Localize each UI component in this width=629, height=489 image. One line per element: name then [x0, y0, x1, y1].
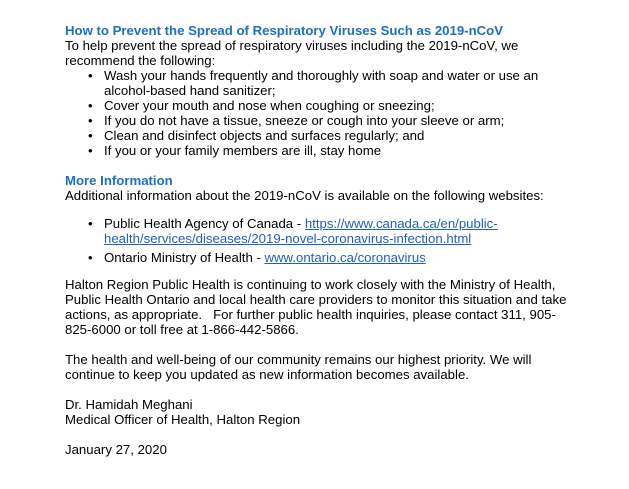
more-information-intro: Additional information about the 2019-nCoV is available on the following websites: — [65, 188, 544, 203]
ontario-link[interactable]: www.ontario.ca/coronavirus — [264, 250, 426, 265]
prevention-intro-line-1: To help prevent the spread of respiratory viruses including the 2019-nCoV, we — [65, 38, 519, 53]
monitoring-paragraph-line-3: actions, as appropriate. For further public health inquiries, please contact 311, 905- — [65, 307, 556, 322]
prevention-list — [65, 68, 609, 158]
list-item — [88, 98, 609, 113]
list-item-text: Cover your mouth and nose when coughing or sneezing; — [104, 98, 435, 113]
websites-list — [65, 216, 609, 265]
list-item — [88, 143, 609, 158]
monitoring-paragraph-line-2: Public Health Ontario and local health care providers to monitor this situation and take — [65, 292, 567, 307]
phac-link-continued[interactable]: health/services/diseases/2019-novel-coronavirus-infection.html — [104, 231, 472, 246]
list-item — [88, 216, 609, 246]
list-item-text: Wash your hands frequently and thoroughly with soap and water or use an — [104, 68, 539, 83]
priority-paragraph-line-1: The health and well-being of our community remains our highest priority. We will — [65, 352, 532, 367]
list-item-text: If you do not have a tissue, sneeze or cough into your sleeve or arm; — [104, 113, 505, 128]
list-item — [88, 68, 609, 98]
phac-link[interactable]: https://www.canada.ca/en/public- — [304, 216, 498, 231]
document-date: January 27, 2020 — [65, 442, 167, 457]
list-item-text-continued: alcohol-based hand sanitizer; — [104, 83, 276, 98]
list-item-text: If you or your family members are ill, stay home — [104, 143, 382, 158]
monitoring-paragraph-line-4: 825-6000 or toll free at 1-866-442-5866. — [65, 322, 299, 337]
website-label-phac: Public Health Agency of Canada - — [104, 216, 305, 231]
website-label-ontario: Ontario Ministry of Health - — [104, 250, 265, 265]
prevention-intro-line-2: recommend the following: — [65, 53, 216, 68]
list-item-text: Clean and disinfect objects and surfaces regularly; and — [104, 128, 425, 143]
more-information-heading: More Information — [65, 173, 173, 188]
signature-name: Dr. Hamidah Meghani — [65, 397, 193, 412]
list-item — [88, 128, 609, 143]
list-item — [88, 113, 609, 128]
prevention-heading: How to Prevent the Spread of Respiratory Viruses Such as 2019-nCoV — [65, 23, 504, 38]
priority-paragraph-line-2: continue to keep you updated as new information becomes available. — [65, 367, 469, 382]
list-item — [88, 250, 609, 265]
monitoring-paragraph-line-1: Halton Region Public Health is continuing to work closely with the Ministry of Health, — [65, 277, 556, 292]
signature-title: Medical Officer of Health, Halton Region — [65, 412, 301, 427]
